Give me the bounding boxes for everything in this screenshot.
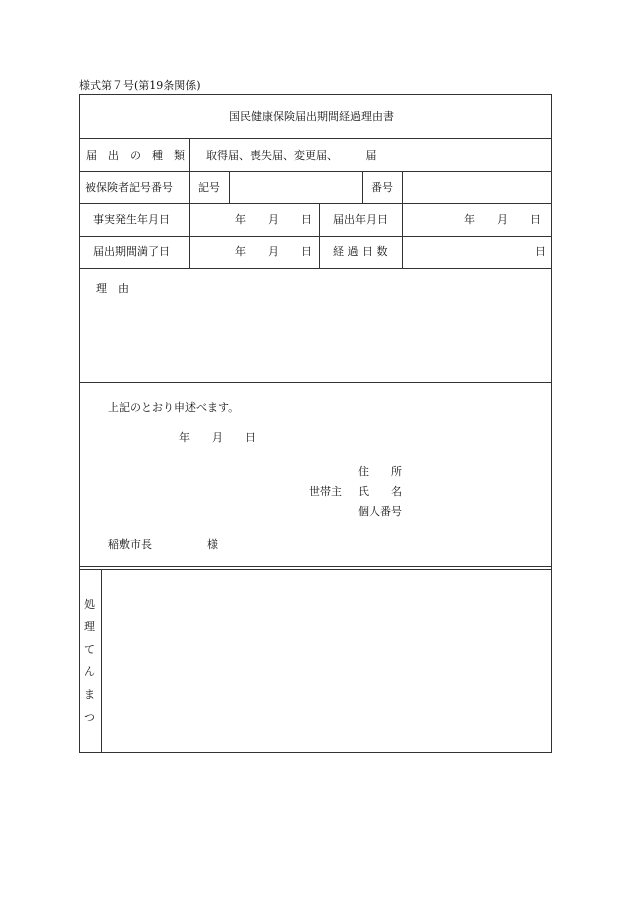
- declaration-statement: 上記のとおり申述べます。: [108, 401, 240, 414]
- event-date-label: 事実発生年月日: [93, 213, 170, 226]
- processing-char: 理: [84, 620, 95, 633]
- column-divider: [402, 171, 403, 203]
- form-number: 様式第７号(第19条関係): [79, 79, 201, 92]
- personal-number-label: 個人番号: [358, 505, 402, 518]
- column-divider: [402, 203, 403, 268]
- divider: [79, 569, 552, 570]
- name-label: 氏 名: [358, 485, 402, 498]
- divider: [79, 268, 552, 269]
- elapsed-days-unit: 日: [535, 245, 546, 258]
- symbol-label: 記号: [198, 181, 220, 194]
- column-divider: [229, 171, 230, 203]
- address-label: 住 所: [358, 465, 402, 478]
- column-divider: [362, 171, 363, 203]
- period-expiry-field[interactable]: 年 月 日: [235, 245, 312, 258]
- head-of-household-label: 世帯主: [309, 485, 342, 498]
- processing-char: 処: [84, 598, 95, 611]
- divider: [79, 382, 552, 383]
- processing-char: て: [84, 643, 95, 656]
- processing-char: ん: [84, 665, 95, 678]
- event-date-field[interactable]: 年 月 日: [235, 213, 312, 226]
- number-label: 番号: [371, 181, 393, 194]
- elapsed-days-label: 経 過 日 数: [333, 245, 388, 258]
- reason-label: 理 由: [96, 282, 129, 295]
- notification-type-options[interactable]: 取得届、喪失届、変更届、 届: [206, 149, 377, 162]
- form-title: 国民健康保険届出期間経過理由書: [229, 110, 394, 123]
- divider: [79, 203, 552, 204]
- processing-char: つ: [84, 711, 95, 724]
- divider: [79, 171, 552, 172]
- processing-char: ま: [84, 688, 95, 701]
- notification-type-label: 届 出 の 種 類: [86, 149, 185, 162]
- column-divider: [189, 138, 190, 268]
- addressee: 稲敷市長 様: [108, 538, 218, 551]
- declaration-date[interactable]: 年 月 日: [179, 431, 256, 444]
- period-expiry-label: 届出期間満了日: [93, 245, 170, 258]
- divider: [79, 566, 552, 567]
- column-divider: [319, 203, 320, 268]
- divider: [79, 236, 552, 237]
- insured-number-label: 被保険者記号番号: [85, 181, 173, 194]
- divider: [79, 138, 552, 139]
- filing-date-field[interactable]: 年 月 日: [464, 213, 541, 226]
- column-divider: [101, 569, 102, 753]
- filing-date-label: 届出年月日: [333, 213, 388, 226]
